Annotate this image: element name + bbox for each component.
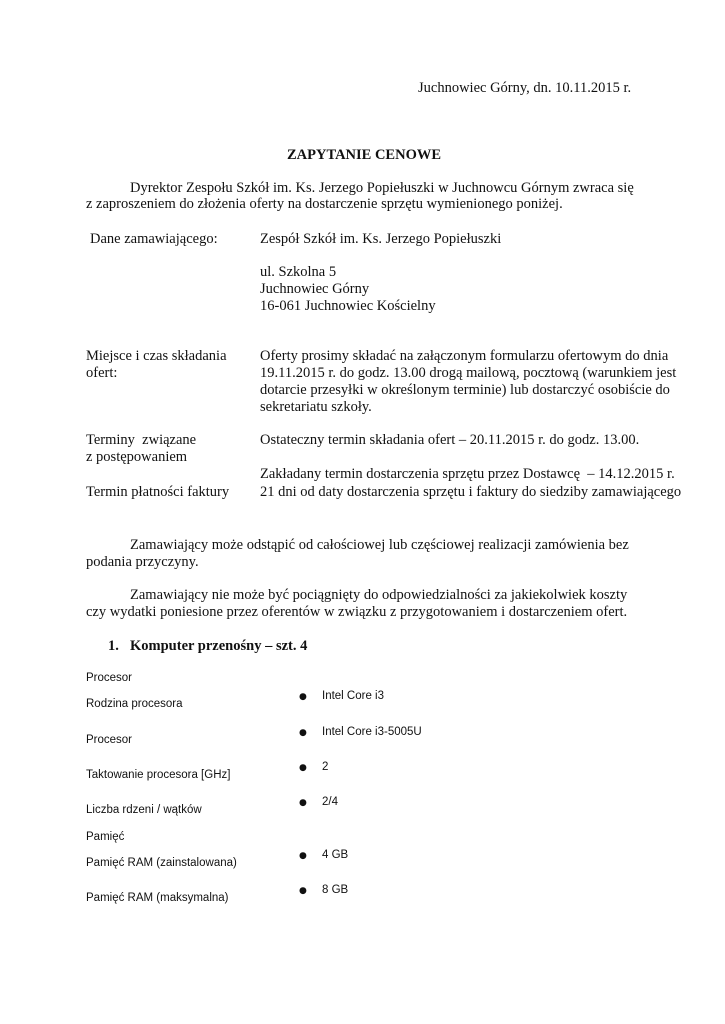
spec-value: 4 GB (322, 849, 349, 861)
spec-label: Rodzina procesora (86, 698, 183, 710)
spec-value: 8 GB (322, 884, 349, 896)
place-text-line: sekretariatu szkoły. (260, 399, 372, 415)
client-address-line: 16-061 Juchnowiec Kościelny (260, 298, 436, 314)
spec-label: Pamięć RAM (zainstalowana) (86, 857, 237, 869)
document-date: Juchnowiec Górny, dn. 10.11.2015 r. (418, 80, 632, 96)
place-text-line: dotarcie przesyłki w określonym terminie) lub dostarczyć osobiście do (260, 382, 670, 398)
client-label: Dane zamawiającego: (90, 231, 218, 247)
spec-group-header: Pamięć (86, 831, 125, 843)
place-label-text: Miejsce i czas składania (86, 348, 227, 364)
bullet-icon: ● (299, 692, 307, 702)
spec-label: Procesor (86, 734, 133, 746)
bullet-icon: ● (299, 851, 307, 861)
spec-value: 2 (322, 761, 329, 773)
client-address-line: ul. Szkolna 5 (260, 264, 337, 280)
spec-label: Liczba rdzeni / wątków (86, 804, 202, 816)
spec-value: Intel Core i3 (322, 690, 385, 702)
place-label-line-1 (86, 348, 238, 365)
place-text-line: 19.11.2015 r. do godz. 13.00 drogą mailową, pocztową (warunkiem jest (260, 365, 677, 381)
terms-delivery-date: Zakładany termin dostarczenia sprzętu przez Dostawcę – 14.12.2015 r. (260, 466, 675, 482)
paragraph-withdrawal-line-1: Zamawiający może odstąpić od całościowej lub częściowej realizacji zamówienia bez (130, 537, 629, 553)
terms-submission-deadline: Ostateczny termin składania ofert – 20.11.2015 r. do godz. 13.00. (260, 432, 640, 448)
spec-value: Intel Core i3-5005U (322, 726, 422, 738)
bullet-icon: ● (299, 886, 307, 896)
spec-group-header: Procesor (86, 672, 133, 684)
section-number: 1. (108, 638, 119, 654)
terms-label-line-1: Terminy związane (86, 432, 197, 448)
spec-label: Pamięć RAM (maksymalna) (86, 892, 229, 904)
spec-value: 2/4 (322, 796, 338, 808)
spec-label: Taktowanie procesora [GHz] (86, 769, 231, 781)
place-label-line-2: ofert: (86, 365, 118, 381)
bullet-icon: ● (299, 728, 307, 738)
client-address-line: Juchnowiec Górny (260, 281, 370, 297)
place-text-line: Oferty prosimy składać na załączonym formularzu ofertowym do dnia (260, 348, 669, 364)
paragraph-liability-line-1: Zamawiający nie może być pociągnięty do odpowiedzialności za jakiekolwiek koszty (130, 587, 628, 603)
payment-text: 21 dni od daty dostarczenia sprzętu i faktury do siedziby zamawiającego (260, 484, 682, 500)
payment-label: Termin płatności faktury (86, 484, 230, 500)
bullet-icon: ● (299, 763, 307, 773)
document-title: ZAPYTANIE CENOWE (287, 147, 442, 163)
intro-line-2: z zaproszeniem do złożenia oferty na dostarczenie sprzętu wymienionego poniżej. (86, 196, 563, 212)
paragraph-liability-line-2: czy wydatki poniesione przez oferentów w związku z przygotowaniem i dostarczeniem ofert. (86, 604, 628, 620)
terms-label-line-2: z postępowaniem (86, 449, 188, 465)
paragraph-withdrawal-line-2: podania przyczyny. (86, 554, 199, 570)
section-title: Komputer przenośny – szt. 4 (130, 638, 308, 654)
intro-line-1: Dyrektor Zespołu Szkół im. Ks. Jerzego Popiełuszki w Juchnowcu Górnym zwraca się (130, 180, 634, 196)
bullet-icon: ● (299, 798, 307, 808)
client-name: Zespół Szkół im. Ks. Jerzego Popiełuszki (260, 231, 502, 247)
